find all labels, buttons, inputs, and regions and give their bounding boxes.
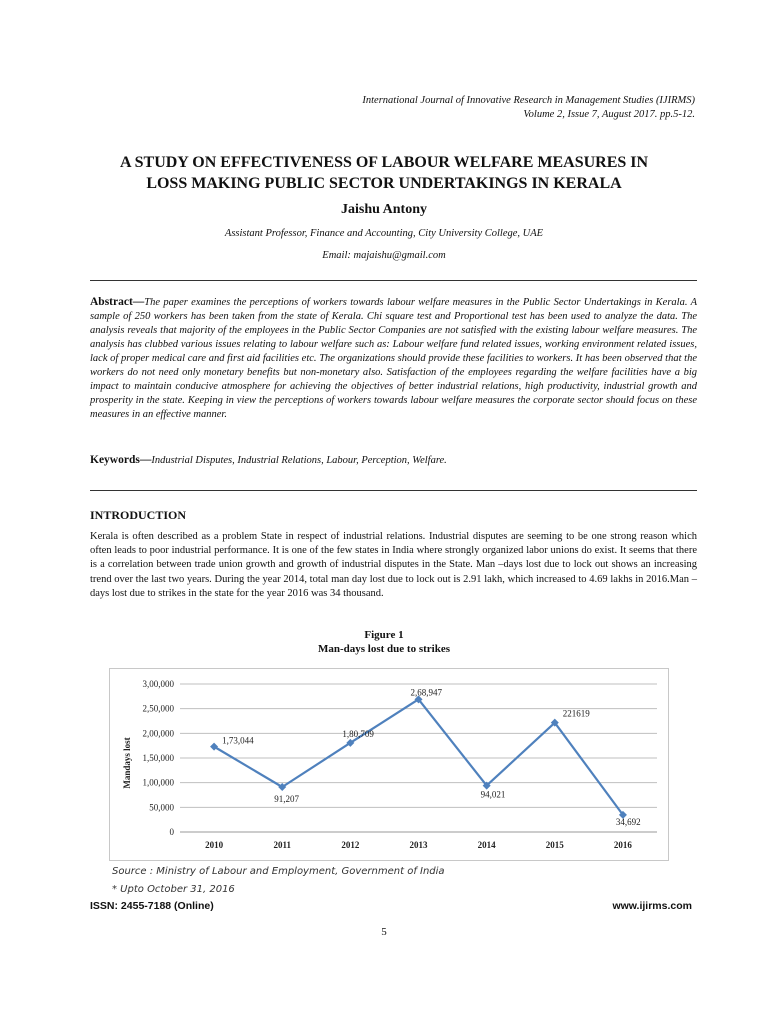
divider-top — [90, 280, 697, 281]
y-tick-label: 50,000 — [149, 802, 174, 813]
data-label: 1,80,709 — [342, 728, 374, 739]
y-tick-label: 2,50,000 — [142, 703, 174, 714]
data-label: 34,692 — [615, 816, 641, 827]
data-label: 2,68,947 — [410, 687, 442, 698]
figure-source: Source : Ministry of Labour and Employment, Government of India — [112, 866, 445, 877]
figure-note: * Upto October 31, 2016 — [112, 884, 235, 895]
figure-title: Man-days lost due to strikes — [317, 643, 450, 655]
y-axis-label: Mandays lost — [122, 737, 132, 789]
chart-container — [109, 668, 669, 861]
footer-website[interactable]: www.ijirms.com — [612, 900, 692, 912]
author-email: Email: majaishu@gmail.com — [322, 250, 446, 261]
keywords-label: Keywords— — [90, 454, 152, 466]
x-tick-label: 2012 — [341, 840, 360, 850]
y-tick-label: 1,00,000 — [142, 777, 174, 788]
data-label: 94,021 — [480, 789, 506, 800]
journal-volume: Volume 2, Issue 7, August 2017. pp.5-12. — [523, 109, 695, 120]
line-chart — [109, 668, 669, 861]
footer-issn: ISSN: 2455-7188 (Online) — [90, 900, 214, 912]
paper-title-line-2: LOSS MAKING PUBLIC SECTOR UNDERTAKINGS IN KERALA — [146, 175, 622, 192]
author-affiliation: Assistant Professor, Finance and Accounting, City University College, UAE — [224, 228, 544, 239]
page-number: 5 — [381, 926, 387, 938]
x-tick-label: 2011 — [273, 840, 291, 850]
y-tick-label: 3,00,000 — [142, 679, 174, 689]
data-label: 221619 — [562, 708, 590, 719]
x-tick-label: 2010 — [205, 840, 224, 850]
abstract-label: Abstract— — [90, 296, 145, 308]
keywords-text: Industrial Disputes, Industrial Relations, Labour, Perception, Welfare. — [151, 455, 447, 466]
abstract — [90, 295, 697, 422]
x-tick-label: 2016 — [613, 840, 632, 850]
y-tick-label: 1,50,000 — [142, 753, 174, 763]
paper-title — [60, 152, 708, 194]
divider-bottom — [90, 490, 697, 491]
keywords — [90, 454, 697, 466]
journal-name: International Journal of Innovative Research in Management Studies (IJIRMS) — [362, 95, 695, 106]
paper-title-line-1: A STUDY ON EFFECTIVENESS OF LABOUR WELFARE MEASURES IN — [119, 154, 649, 171]
x-tick-label: 2013 — [409, 840, 428, 850]
x-tick-label: 2014 — [477, 840, 496, 850]
figure-caption — [0, 628, 768, 656]
author-name: Jaishu Antony — [341, 202, 427, 217]
y-tick-label: 2,00,000 — [142, 728, 174, 739]
data-label: 1,73,044 — [222, 735, 254, 746]
figure-label: Figure 1 — [364, 629, 404, 641]
introduction-paragraph: Kerala is often described as a problem State in respect of industrial relations. Industrial disputes are seeming to be one strong reason which often leads to poor industrial performance. It is one of the few states in India where strongly organized labor unions do exist. It seems that there is a correlation between trade union growth and growth of industrial disputes in the State. Man –days lost due to lock out shows an increasing trend over the last two years. During the year 2014, total man day lost due to lock out is 2.91 lakh, which increased to 4.69 lakhs in 2016.Man –days lost due to strikes in the state for the year 2016 was 34 thousand. — [90, 531, 697, 599]
data-label: 91,207 — [274, 794, 299, 805]
y-tick-label: 0 — [169, 827, 174, 837]
journal-header — [362, 94, 695, 122]
x-tick-label: 2015 — [545, 840, 564, 850]
section-heading-introduction: INTRODUCTION — [90, 508, 187, 522]
abstract-text: The paper examines the perceptions of workers towards labour welfare measures in the Public Sector Undertakings in Kerala. A sample of 250 workers has been taken from the state of Kerala. Chi square test and Proportional test has been used to analyze the data. The analysis reveals that majority of the employees in the Public Sector Companies are not satisfied with the existing labour welfare measures. The analysis has clubbed various issues relating to labour welfare such as: Labour welfare fund related issues, working environment related issues, lack of proper medical care and first aid facilities etc. The organizations should provide these facilities to workers. It has been observed that the workers do not need only monetary benefits but non-monetary also. Satisfaction of the employees regarding the welfare facilities have a big impact to maintain conducive atmosphere for achieving the objectives of better industrial relations, high productivity, industrial growth and prosperity in the state. Keeping in view the perceptions of workers towards labour welfare measures the corporate sector should focus on these measures in an effective manner. — [90, 297, 697, 420]
